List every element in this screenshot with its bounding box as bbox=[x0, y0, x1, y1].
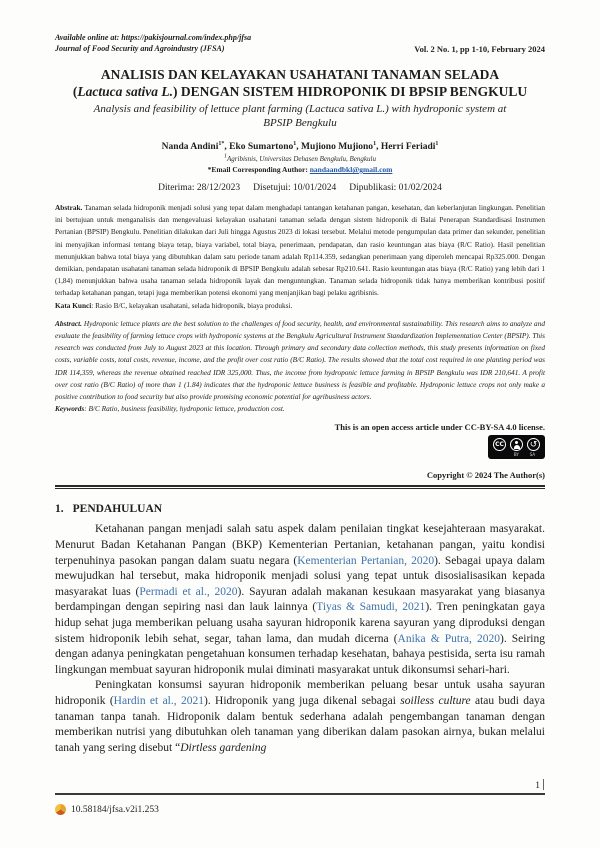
email-link[interactable]: nandaandbkl@gmail.com bbox=[309, 165, 393, 174]
email-label: *Email Corresponding Author: bbox=[207, 165, 310, 174]
author-2: , Eko Sumartono bbox=[224, 142, 294, 152]
sa-label: SA bbox=[529, 452, 536, 458]
date-published: Dipublikasi: 01/02/2024 bbox=[349, 183, 442, 193]
section-divider bbox=[55, 485, 545, 489]
date-accepted: Disetujui: 10/01/2024 bbox=[253, 183, 337, 193]
by-person-icon bbox=[510, 438, 523, 451]
date-received: Diterima: 28/12/2023 bbox=[158, 183, 241, 193]
species-name: Lactuca sativa L. bbox=[77, 84, 174, 99]
author-3: , Mujiono Mujiono bbox=[296, 142, 374, 152]
keywords-en: : B/C Ratio, business feasibility, hydroponic lettuce, production cost. bbox=[84, 404, 285, 414]
footer-rule bbox=[55, 793, 545, 795]
paper-subtitle: Analysis and feasibility of lettuce plant farming (Lactuca sativa L.) with hydroponic system at BPSIP Bengkulu bbox=[93, 103, 507, 129]
affiliation: $^1$Agribisnis, Universitas Dehasen Bengkulu, Bengkulu bbox=[224, 153, 376, 163]
abstract-en bbox=[55, 318, 545, 416]
doi-line[interactable] bbox=[55, 804, 545, 815]
citation-link[interactable]: Permadi et al., 2020 bbox=[139, 585, 238, 598]
authors-line: Nanda Andini$^{1*}$, Eko Sumartono$^1$, Mujiono Mujiono$^1$, Herri Feriadi$^1$ bbox=[161, 140, 439, 152]
citation-link[interactable]: Tiyas & Samudi, 2021 bbox=[316, 601, 426, 614]
author-4: , Herri Feriadi bbox=[376, 142, 436, 152]
volume-info: Vol. 2 No. 1, pp 1-10, February 2024 bbox=[414, 44, 545, 54]
journal-header bbox=[55, 33, 545, 54]
intro-paragraph-1: Ketahanan pangan menjadi salah satu aspek dalam penilaian tingkat kesejahteraan masyarakat. Menurut Badan Ketahanan Pangan (BKP) Kementerian Pertanian, ketahanan pangan, yaitu kondisi terpenuhinya pasokan pangan dalam suatu negara (Kementerian Pertanian, 2020). Sebagai upaya dalam mewujudkan hal tersebut, maka hidroponik menjadi solusi yang tepat untuk disosialisasikan kepada masyarakat luas (Permadi et al., 2020). Sayuran adalah makanan kesukaan masyarakat yang biasanya berdampingan dengan sepiring nasi dan lauk lainnya (Tiyas & Samudi, 2021). Tren peningkatan gaya hidup sehat juga memberikan peluang usaha sayuran hidroponik karena sayuran yang diproduksi dengan sistem hidroponik lebih sehat, segar, tahan lama, dan mudah dicerna (Anika & Putra, 2020). Seiring dengan adanya peningkatan pengetahuan konsumen terhadap kesehatan, bahaya pestisida, serta isu ramah lingkungan membuat sayuran hidroponik mulai diminati masyarakat untuk dikonsumsi sehari-hari. bbox=[55, 523, 546, 676]
intro-paragraph-2: Peningkatan konsumsi sayuran hidroponik memberikan peluang besar untuk usaha sayuran hidroponik (Hardin et al., 2021). Hidroponik yang juga dikenal sebagai soilless culture atau budi daya tanaman tanpa tanah. Hidroponik dalam bentuk sederhana adalah pengembangan tanaman dengan memberikan nutrisi yang dibutuhkan oleh tanaman yang diberikan dalam pasokan airnya, bukan melalui tanah yang sering disebut “Dirtless gardening bbox=[55, 679, 545, 754]
crossref-icon bbox=[55, 804, 66, 815]
license-note: This is an open access article under CC-BY-SA 4.0 license. bbox=[334, 422, 545, 433]
citation-link[interactable]: Kementerian Pertanian, 2020 bbox=[297, 554, 435, 567]
copyright-note: Copyright © 2024 The Author(s) bbox=[426, 470, 545, 481]
article-dates bbox=[55, 183, 545, 193]
license-block bbox=[55, 422, 545, 480]
page-footer bbox=[55, 779, 545, 815]
email-line bbox=[55, 165, 545, 174]
author-1: Nanda Andini bbox=[161, 142, 219, 152]
page-number: 1 bbox=[535, 781, 540, 791]
abstract-id-text: Tanaman selada hidroponik menjadi solusi yang tepat dalam menghadapi tantangan ketahanan pangan, kesehatan, dan keberlanjutan lingkungan. Penelitian ini bertujuan untuk menganalisis dan mengevaluasi kelayakan usahatani tanaman selada dengan sistem hidroponik di Balai Penerapan Standardisasi Instrumen Pertanian (BPSIP) Bengkulu. Penelitian dilakukan dari Juli hingga Agustus 2023 di lokasi tersebut. Melalui metode pengumpulan data primer dan sekunder, penelitian ini menyajikan informasi tentang biaya tetap, biaya variabel, total biaya, penerimaan, pendapatan, dan rasio keuntungan atas biaya (R/C Ratio). Hasil penelitian menunjukkan bahwa total biaya yang dibutuhkan dalam satu periode tanam adalah Rp114.359, sedangkan penerimaan yang diperoleh mencapai Rp325.000. Dengan demikian, pendapatan usahatani tanaman selada hidroponik di BPSIP Bengkulu adalah sebesar Rp210.641. Rasio keuntungan atas biaya (R/C Ratio) yang lebih dari 1 (1,84) menunjukkan bahwa usaha tanaman selada hidroponik layak dan menguntungkan. Tanaman selada hidroponik tidak hanya memberikan kontribusi positif terhadap ketahanan pangan, tetapi juga memberikan potensi ekonomi yang menjanjikan bagi pelaku agribisnis. bbox=[55, 203, 545, 298]
journal-url-line[interactable]: Available online at: https://pakisjournal.com/index.php/jfsa bbox=[55, 33, 252, 42]
abstract-id-label: Abstrak. bbox=[55, 203, 83, 212]
section-heading-pendahuluan: 1. PENDAHULUAN bbox=[55, 503, 163, 516]
journal-name: Journal of Food Security and Agroindustry (JFSA) bbox=[55, 43, 225, 53]
by-label: BY bbox=[513, 452, 519, 458]
sa-arrow-icon: ↺ bbox=[527, 438, 540, 451]
keywords-id-label: Kata Kunci bbox=[55, 300, 92, 310]
citation-link[interactable]: Hardin et al., 2021 bbox=[113, 694, 204, 707]
cc-icon: CC bbox=[493, 438, 506, 451]
paper-title-line1: ANALISIS DAN KELAYAKAN USAHATANI TANAMAN SELADA bbox=[100, 67, 500, 82]
citation-link[interactable]: Anika & Putra, 2020 bbox=[397, 632, 500, 645]
abstract-en-label: Abstract. bbox=[55, 318, 82, 328]
abstract-id bbox=[55, 202, 545, 312]
cc-by-sa-badge[interactable] bbox=[488, 435, 545, 459]
keywords-id: : Rasio B/C, kelayakan usahatani, selada hidroponik, biaya produksi. bbox=[91, 300, 293, 310]
abstract-en-text: Hydroponic lettuce plants are the best solution to the challenges of food security, health, and environmental sustainability. This research aims to analyze and evaluate the feasibility of farming lettuce crops with hydroponic systems at the Bengkulu Agricultural Instrument Standardization Implementation Center (BPSIP). This research was conducted from July to August 2023 at this location. Through primary and secondary data collection methods, this study presents information on fixed costs, variable costs, total costs, revenue, income, and the profit over cost ratio (B/C Ratio). The results showed that the total cost required in one planting period was IDR 114,359, whereas the revenue obtained reached IDR 325,000. Thus, the income from hydroponic lettuce farming in BPSIP Bengkulu was IDR 210,641. A profit over cost ratio (B/C Ratio) of more than 1 (1.84) indicates that the hydroponic lettuce business is feasible and profitable. Hydroponic lettuce crops not only make a positive contribution to food security but also provide promising economic potential for agribusiness actors. bbox=[55, 318, 545, 402]
paper-title bbox=[55, 66, 545, 100]
page-number-row bbox=[55, 779, 545, 791]
doi-text[interactable]: 10.58184/jfsa.v2i1.253 bbox=[71, 804, 159, 815]
paper-title-line2: (Lactuca sativa L.) DENGAN SISTEM HIDROPONIK DI BPSIP BENGKULU bbox=[72, 84, 528, 99]
text-cursor bbox=[543, 779, 544, 790]
keywords-en-label: Keywords bbox=[55, 404, 85, 414]
